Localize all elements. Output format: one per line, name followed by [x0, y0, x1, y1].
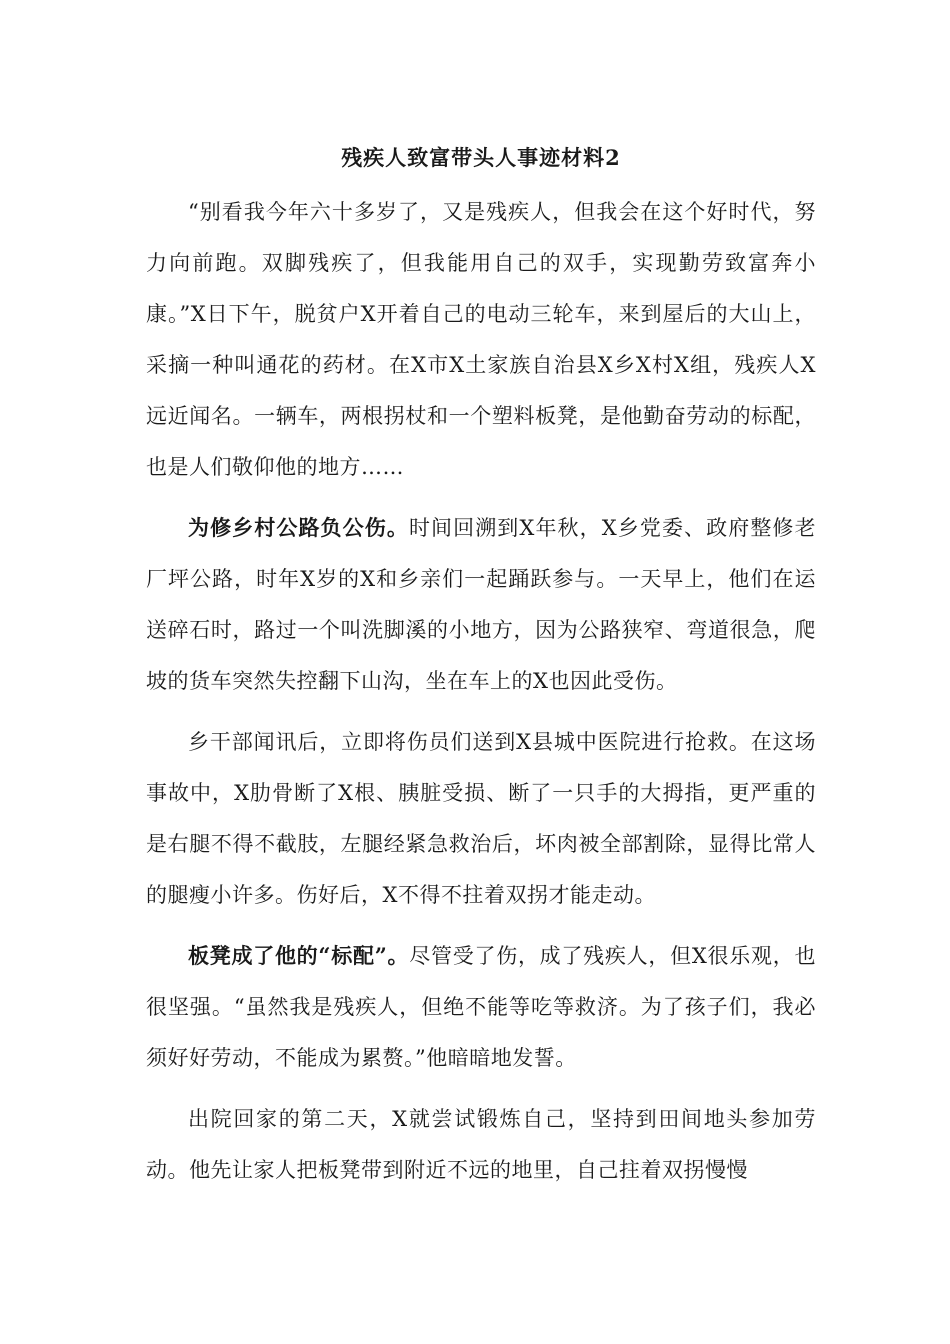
paragraph-text: 尽管受了伤，成了残疾人，但X很乐观，也很坚强。“虽然我是残疾人，但绝不能等吃等救济。为了孩子们，我必须好好劳动，不能成为累赘。”他暗暗地发誓。: [146, 944, 816, 1070]
paragraph-rescue: [146, 716, 816, 921]
paragraph-text: 出院回家的第二天，X就尝试锻炼自己，坚持到田间地头参加劳动。他先让家人把板凳带到附近不远的地里，自己拄着双拐慢慢: [146, 1107, 816, 1182]
document-body: [146, 186, 816, 1205]
paragraph-text: 时间回溯到X年秋，X乡党委、政府整修老厂坪公路，时年X岁的X和乡亲们一起踊跃参与。一天早上，他们在运送碎石时，路过一个叫洗脚溪的小地方，因为公路狭窄、弯道很急，爬坡的货车突然失控翻下山沟，坐在车上的X也因此受伤。: [146, 516, 817, 693]
paragraph-recovery: [146, 1093, 816, 1196]
paragraph-injury: [146, 502, 816, 707]
paragraph-intro: [146, 186, 816, 493]
paragraph-lead: 为修乡村公路负公伤。: [188, 515, 409, 540]
paragraph-lead: 板凳成了他的“标配”。: [188, 943, 410, 968]
paragraph-text: 乡干部闻讯后，立即将伤员们送到X县城中医院进行抢救。在这场事故中，X肋骨断了X根、胰脏受损、断了一只手的大拇指，更严重的是右腿不得不截肢，左腿经紧急救治后，坏肉被全部割除，显得比常人的腿瘦小许多。伤好后，X不得不拄着双拐才能走动。: [146, 730, 816, 907]
paragraph-stool: [146, 930, 816, 1084]
document-title: 残疾人致富带头人事迹材料2: [341, 145, 621, 170]
document-page: [146, 0, 816, 1344]
paragraph-text: “别看我今年六十多岁了，又是残疾人，但我会在这个好时代，努力向前跑。双脚残疾了，但我能用自己的双手，实现勤劳致富奔小康。”X日下午，脱贫户X开着自己的电动三轮车，来到屋后的大山上，采摘一种叫通花的药材。在X市X土家族自治县X乡X村X组，残疾人X远近闻名。一辆车，两根拐杖和一个塑料板凳，是他勤奋劳动的标配，也是人们敬仰他的地方……: [146, 200, 816, 479]
